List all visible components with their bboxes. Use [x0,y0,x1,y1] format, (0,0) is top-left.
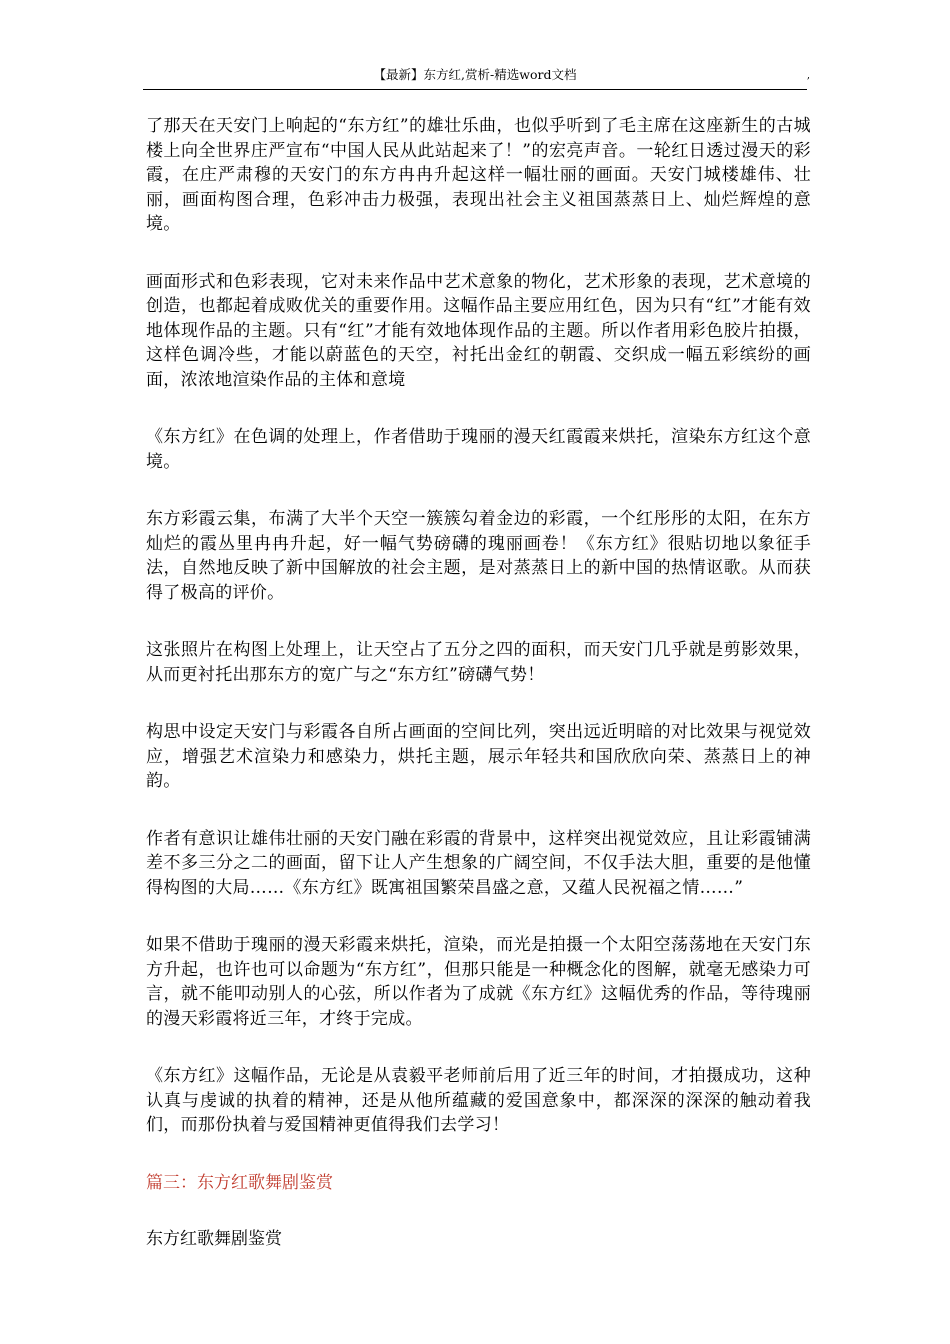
header-title: 【最新】东方红,赏析-精选word文档 [373,67,577,82]
section-heading: 篇三：东方红歌舞剧鉴赏 [146,1172,333,1193]
paragraph-7: 作者有意识让雄伟壮丽的天安门融在彩霞的背景中，这样突出视觉效应，且让彩霞铺满差不多三分之二的画面，留下让人产生想象的广阔空间，不仅手法大胆，重要的是他懂得构图的大局……《东方红》既寓祖国繁荣昌盛之意，又蕴人民祝福之情……” [146,828,811,898]
paragraph-6: 构思中设定天安门与彩霞各自所占画面的空间比列，突出远近明暗的对比效果与视觉效应，增强艺术渲染力和感染力，烘托主题，展示年轻共和国欣欣向荣、蒸蒸日上的神韵。 [146,722,811,791]
header-corner-mark: , [806,70,810,81]
paragraph-2: 画面形式和色彩表现，它对未来作品中艺术意象的物化，艺术形象的表现，艺术意境的创造，也都起着成败优关的重要作用。这幅作品主要应用红色，因为只有“红”才能有效地体现作品的主题。只有“红”才能有效地体现作品的主题。所以作者用彩色胶片拍摄，这样色调冷些，才能以蔚蓝色的天空，衬托出金红的朝霞、交织成一幅五彩缤纷的画面，浓浓地渲染作品的主体和意境 [146,271,811,390]
paragraph-3: 《东方红》在色调的处理上，作者借助于瑰丽的漫天红霞霞来烘托，渲染东方红这个意境。 [146,427,811,472]
paragraph-4: 东方彩霞云集，布满了大半个天空一簇簇勾着金边的彩霞，一个红彤彤的太阳，在东方灿烂的霞丛里冉冉升起，好一幅气势磅礴的瑰丽画卷！《东方红》很贴切地以象征手法，自然地反映了新中国解放的社会主题，是对蒸蒸日上的新中国的热情讴歌。从而获得了极高的评价。 [146,509,811,603]
page-header [143,64,810,90]
paragraph-8: 如果不借助于瑰丽的漫天彩霞来烘托，渲染，而光是拍摄一个太阳空荡荡地在天安门东方升起，也许也可以命题为“东方红”，但那只能是一种概念化的图解，就毫无感染力可言，就不能叩动别人的心弦，所以作者为了成就《东方红》这幅优秀的作品，等待瑰丽的漫天彩霞将近三年，才终于完成。 [146,935,811,1029]
document-body [146,114,811,1252]
paragraph-9: 《东方红》这幅作品，无论是从袁毅平老师前后用了近三年的时间，才拍摄成功，这种认真与虔诚的执着的精神，还是从他所蕴藏的爱国意象中，都深深的深深的触动着我们，而那份执着与爱国精神更值得我们去学习！ [146,1066,811,1135]
paragraph-5: 这张照片在构图上处理上，让天空占了五分之四的面积，而天安门几乎就是剪影效果，从而更衬托出那东方的宽广与之“东方红”磅礴气势！ [146,640,811,685]
section-first-line: 东方红歌舞剧鉴赏 [146,1229,282,1249]
paragraph-1: 了那天在天安门上响起的“东方红”的雄壮乐曲，也似乎听到了毛主席在这座新生的古城楼上向全世界庄严宣布“中国人民从此站起来了！”的宏亮声音。一轮红日透过漫天的彩霞，在庄严肃穆的天安门的东方冉冉升起这样一幅壮丽的画面。天安门城楼雄伟、壮丽，画面构图合理，色彩冲击力极强，表现出社会主义祖国蒸蒸日上、灿烂辉煌的意境。 [146,116,811,234]
